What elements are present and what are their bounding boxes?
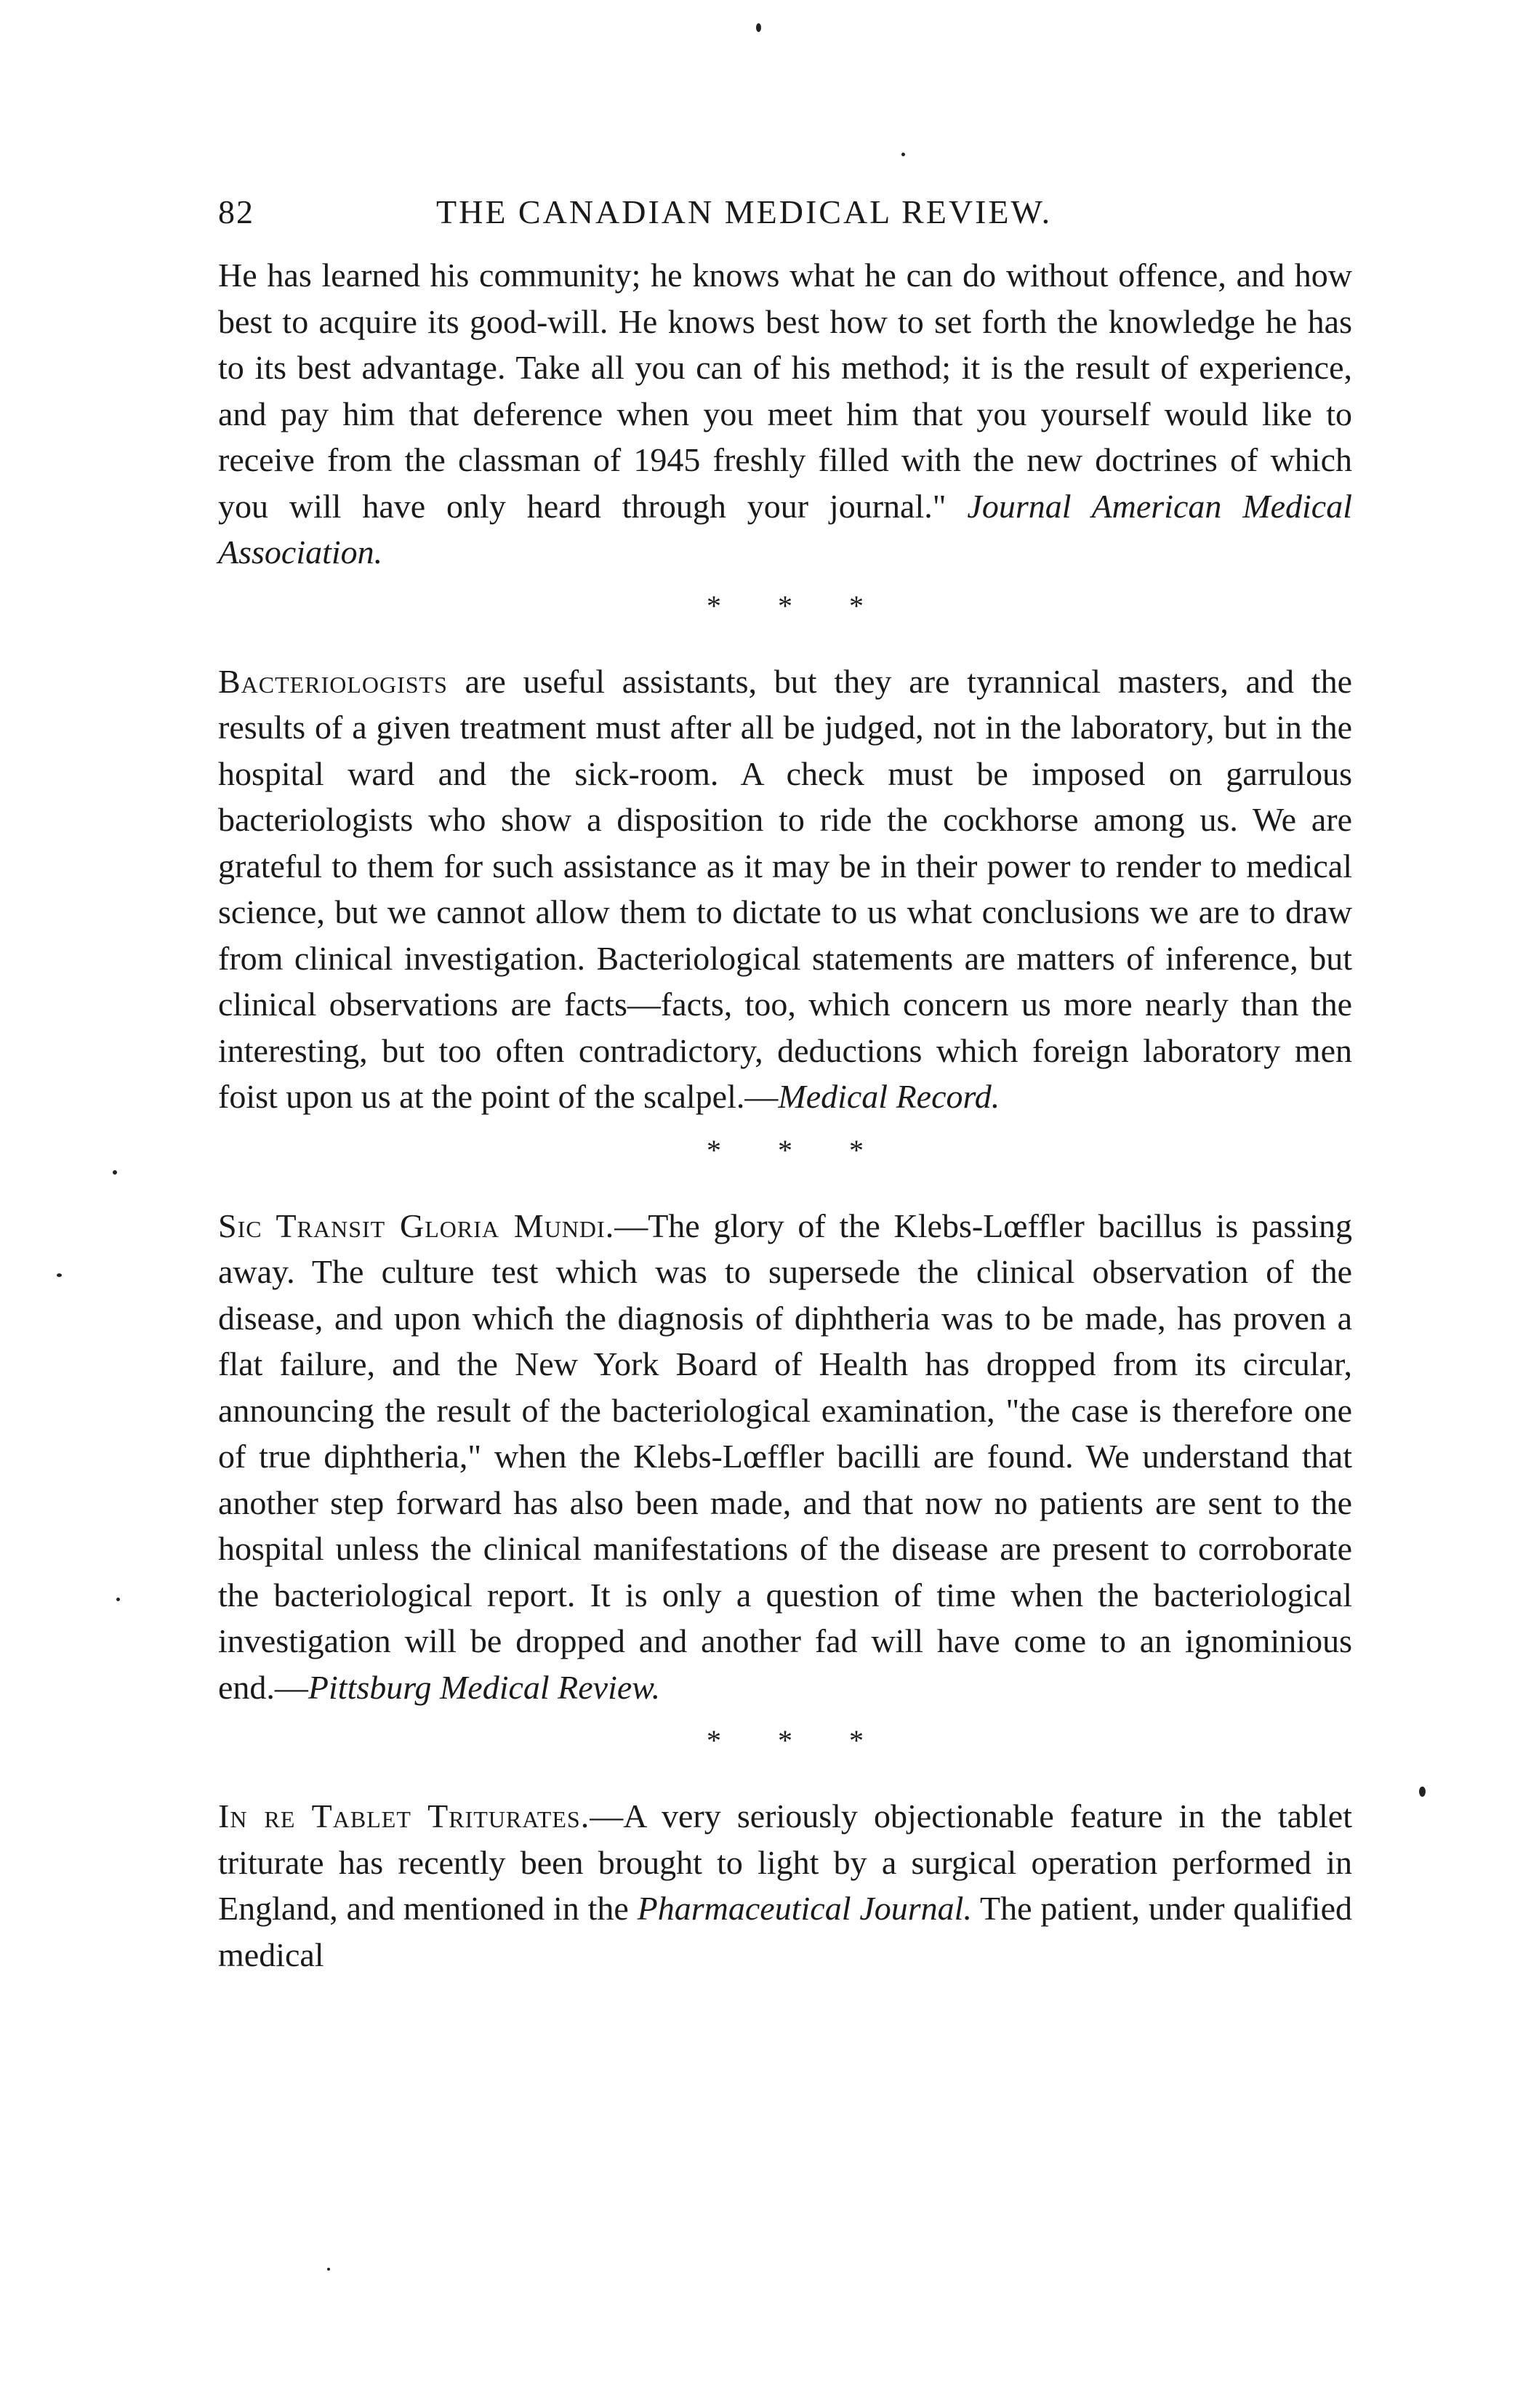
article-lead: Sic Transit Gloria Mundi. [218,1207,615,1244]
article-tail: The patient, under qualified medical [218,1890,1352,1973]
article-body: —The glory of the Klebs-Lœffler bacillus is passing away. The culture test which was to supersede the clinical observation of the disease, and upon which the diagnosis of diphtheria was to be made, has proven a flat failure, and the New York Board of Health has dropped from its circular, announcing the result of the bacteriological examination, "the case is therefore one of true diphtheria," when the Klebs-Lœffler bacilli are found. We understand that another step forward has also been made, and that now no patients are sent to the hospital unless the clinical manifestations of the disease are present to corroborate the bacteriological report. It is only a question of time when the bacteriological investigation will be dropped and another fad will have come to an ignominious end.— [218,1207,1352,1706]
journal-title: THE CANADIAN MEDICAL REVIEW. [436,193,1053,230]
article-lead: In re Tablet Triturates. [218,1797,590,1835]
article-source: Medical Record. [778,1078,1000,1115]
section-separator: * * * [707,1724,888,1757]
article-source: Pharmaceutical Journal. [637,1890,972,1927]
section-separator: * * * [707,589,888,622]
scan-speck [57,1273,62,1277]
article-body: —A very seriously objectionable feature in the tablet triturate has recently been brought to light by a surgical operation performed in England, and mentioned in the [218,1797,1353,1927]
section-separator: * * * [707,1133,888,1167]
scan-speck [327,2268,330,2271]
scan-speck [756,23,761,32]
page [218,193,1352,1978]
scan-speck [113,1170,117,1175]
scan-speck [901,153,905,156]
article-continuation [218,252,1352,576]
article-lead: Bacteriologists [218,662,448,700]
article-body: are useful assistants, but they are tyrannical masters, and the results of a given treatment must after all be judged, not in the laboratory, but in the hospital ward and the sick-room. A check must be imposed on garrulous bacteriologists who show a disposition to ride the cockhorse among us. We are grateful to them for such assistance as it may be in their power to render to medical science, but we cannot allow them to dictate to us what conclusions we are to draw from clinical investigation. Bacteriological statements are matters of inference, but clinical observations are facts—facts, too, which concern us more nearly than the interesting, but too often contradictory, deductions which foreign laboratory men foist upon us at the point of the scalpel.— [218,662,1352,1115]
article-tablet-triturates [218,1793,1352,1978]
article-sic-transit [218,1203,1352,1711]
running-head [218,193,1352,236]
scan-speck [116,1598,120,1601]
article-source: Journal American Medical Association. [218,487,1352,571]
article-source: Pittsburg Medical Review. [308,1668,661,1706]
page-number: 82 [218,193,254,230]
article-bacteriologists [218,659,1352,1120]
scan-speck [1419,1787,1426,1797]
article-body: He has learned his community; he knows what he can do without offence, and how best to acquire its good-will. He knows best how to set forth the knowledge he has to its best advantage. Take all you can of his method; it is the result of experience, and pay him that deference when you meet him that you yourself would like to receive from the classman of 1945 freshly filled with the new doctrines of which you will have only heard through your journal." [218,257,1352,525]
